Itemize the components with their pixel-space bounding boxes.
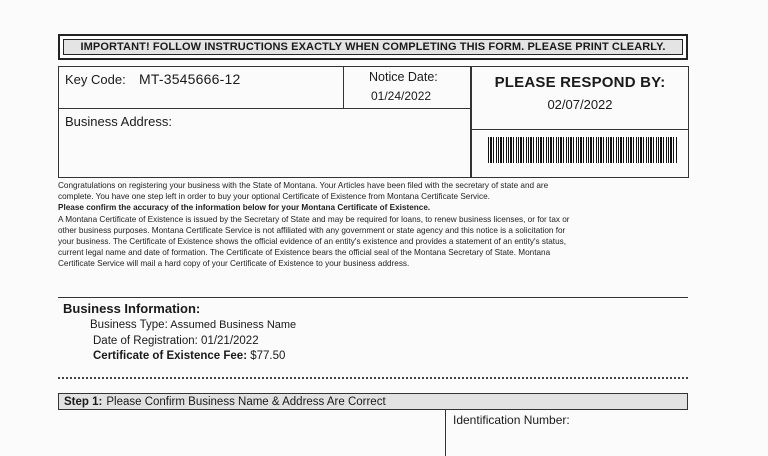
paragraph-line: complete. You have one step left in order to buy your optional Certificate of Existence from Montana Certificate Service. [58, 192, 490, 202]
paragraph-line: your business. The Certificate of Existence shows the official evidence of an entity's existence and provides a statement of an entity's status, [58, 237, 566, 247]
step-1-header [58, 393, 688, 410]
step-1-label: Step 1: [64, 395, 103, 408]
fee-row [93, 350, 285, 362]
section-divider [58, 297, 688, 298]
key-code-label: Key Code: [65, 72, 126, 87]
key-code-value: MT-3545666-12 [139, 71, 241, 87]
paragraph-line: other business purposes. Montana Certificate Service is not affiliated with any government or state agency and this notice is a solicitation for [58, 225, 566, 235]
business-type-label: Business Type: [90, 319, 168, 331]
fee-label: Certificate of Existence Fee: [93, 350, 248, 362]
paragraph-line: A Montana Certificate of Existence is issued by the Secretary of State and may be required for loans, to renew business licenses, or for tax or [58, 214, 570, 224]
step-1-text: Please Confirm Business Name & Address Are Correct [106, 395, 386, 408]
respond-by-date: 02/07/2022 [547, 97, 613, 112]
business-address-label: Business Address: [65, 114, 172, 129]
paragraph-line: Please confirm the accuracy of the information below for your Montana Certificate of Existence. [58, 203, 431, 213]
divider [59, 108, 470, 109]
business-info-title: Business Information: [63, 301, 201, 316]
respond-by-title: PLEASE RESPOND BY: [494, 74, 666, 91]
divider [343, 67, 344, 108]
instructions-banner-text: IMPORTANT! FOLLOW INSTRUCTIONS EXACTLY WHEN COMPLETING THIS FORM. PLEASE PRINT CLEARLY. [63, 39, 683, 55]
notice-details-box [58, 66, 471, 178]
divider [445, 410, 446, 456]
divider [472, 129, 688, 130]
intro-paragraph [58, 180, 688, 270]
identification-number-label: Identification Number: [453, 413, 570, 427]
paragraph-line: Congratulations on registering your business with the State of Montana. Your Articles have been filed with the secretary of state and are [58, 181, 549, 190]
registration-date-value: 01/21/2022 [201, 335, 259, 347]
paragraph-line: Certificate Service will mail a hard copy of your Certificate of Existence to your business address. [58, 259, 410, 269]
business-type-value: Assumed Business Name [170, 319, 297, 331]
instructions-banner [58, 34, 688, 60]
fee-value: $77.50 [250, 350, 286, 362]
paragraph-line: current legal name and date of formation. The Certificate of Existence bears the official seal of the Montana Secretary of State. Montana [58, 248, 551, 258]
notice-date-label: Notice Date: [369, 70, 438, 84]
registration-date-row [93, 335, 259, 347]
business-type-row [90, 319, 296, 331]
dotted-divider [58, 377, 688, 379]
respond-by-box [471, 66, 689, 178]
registration-date-label: Date of Registration: [93, 335, 198, 347]
notice-date-value: 01/24/2022 [371, 89, 432, 103]
barcode-icon [488, 137, 678, 163]
